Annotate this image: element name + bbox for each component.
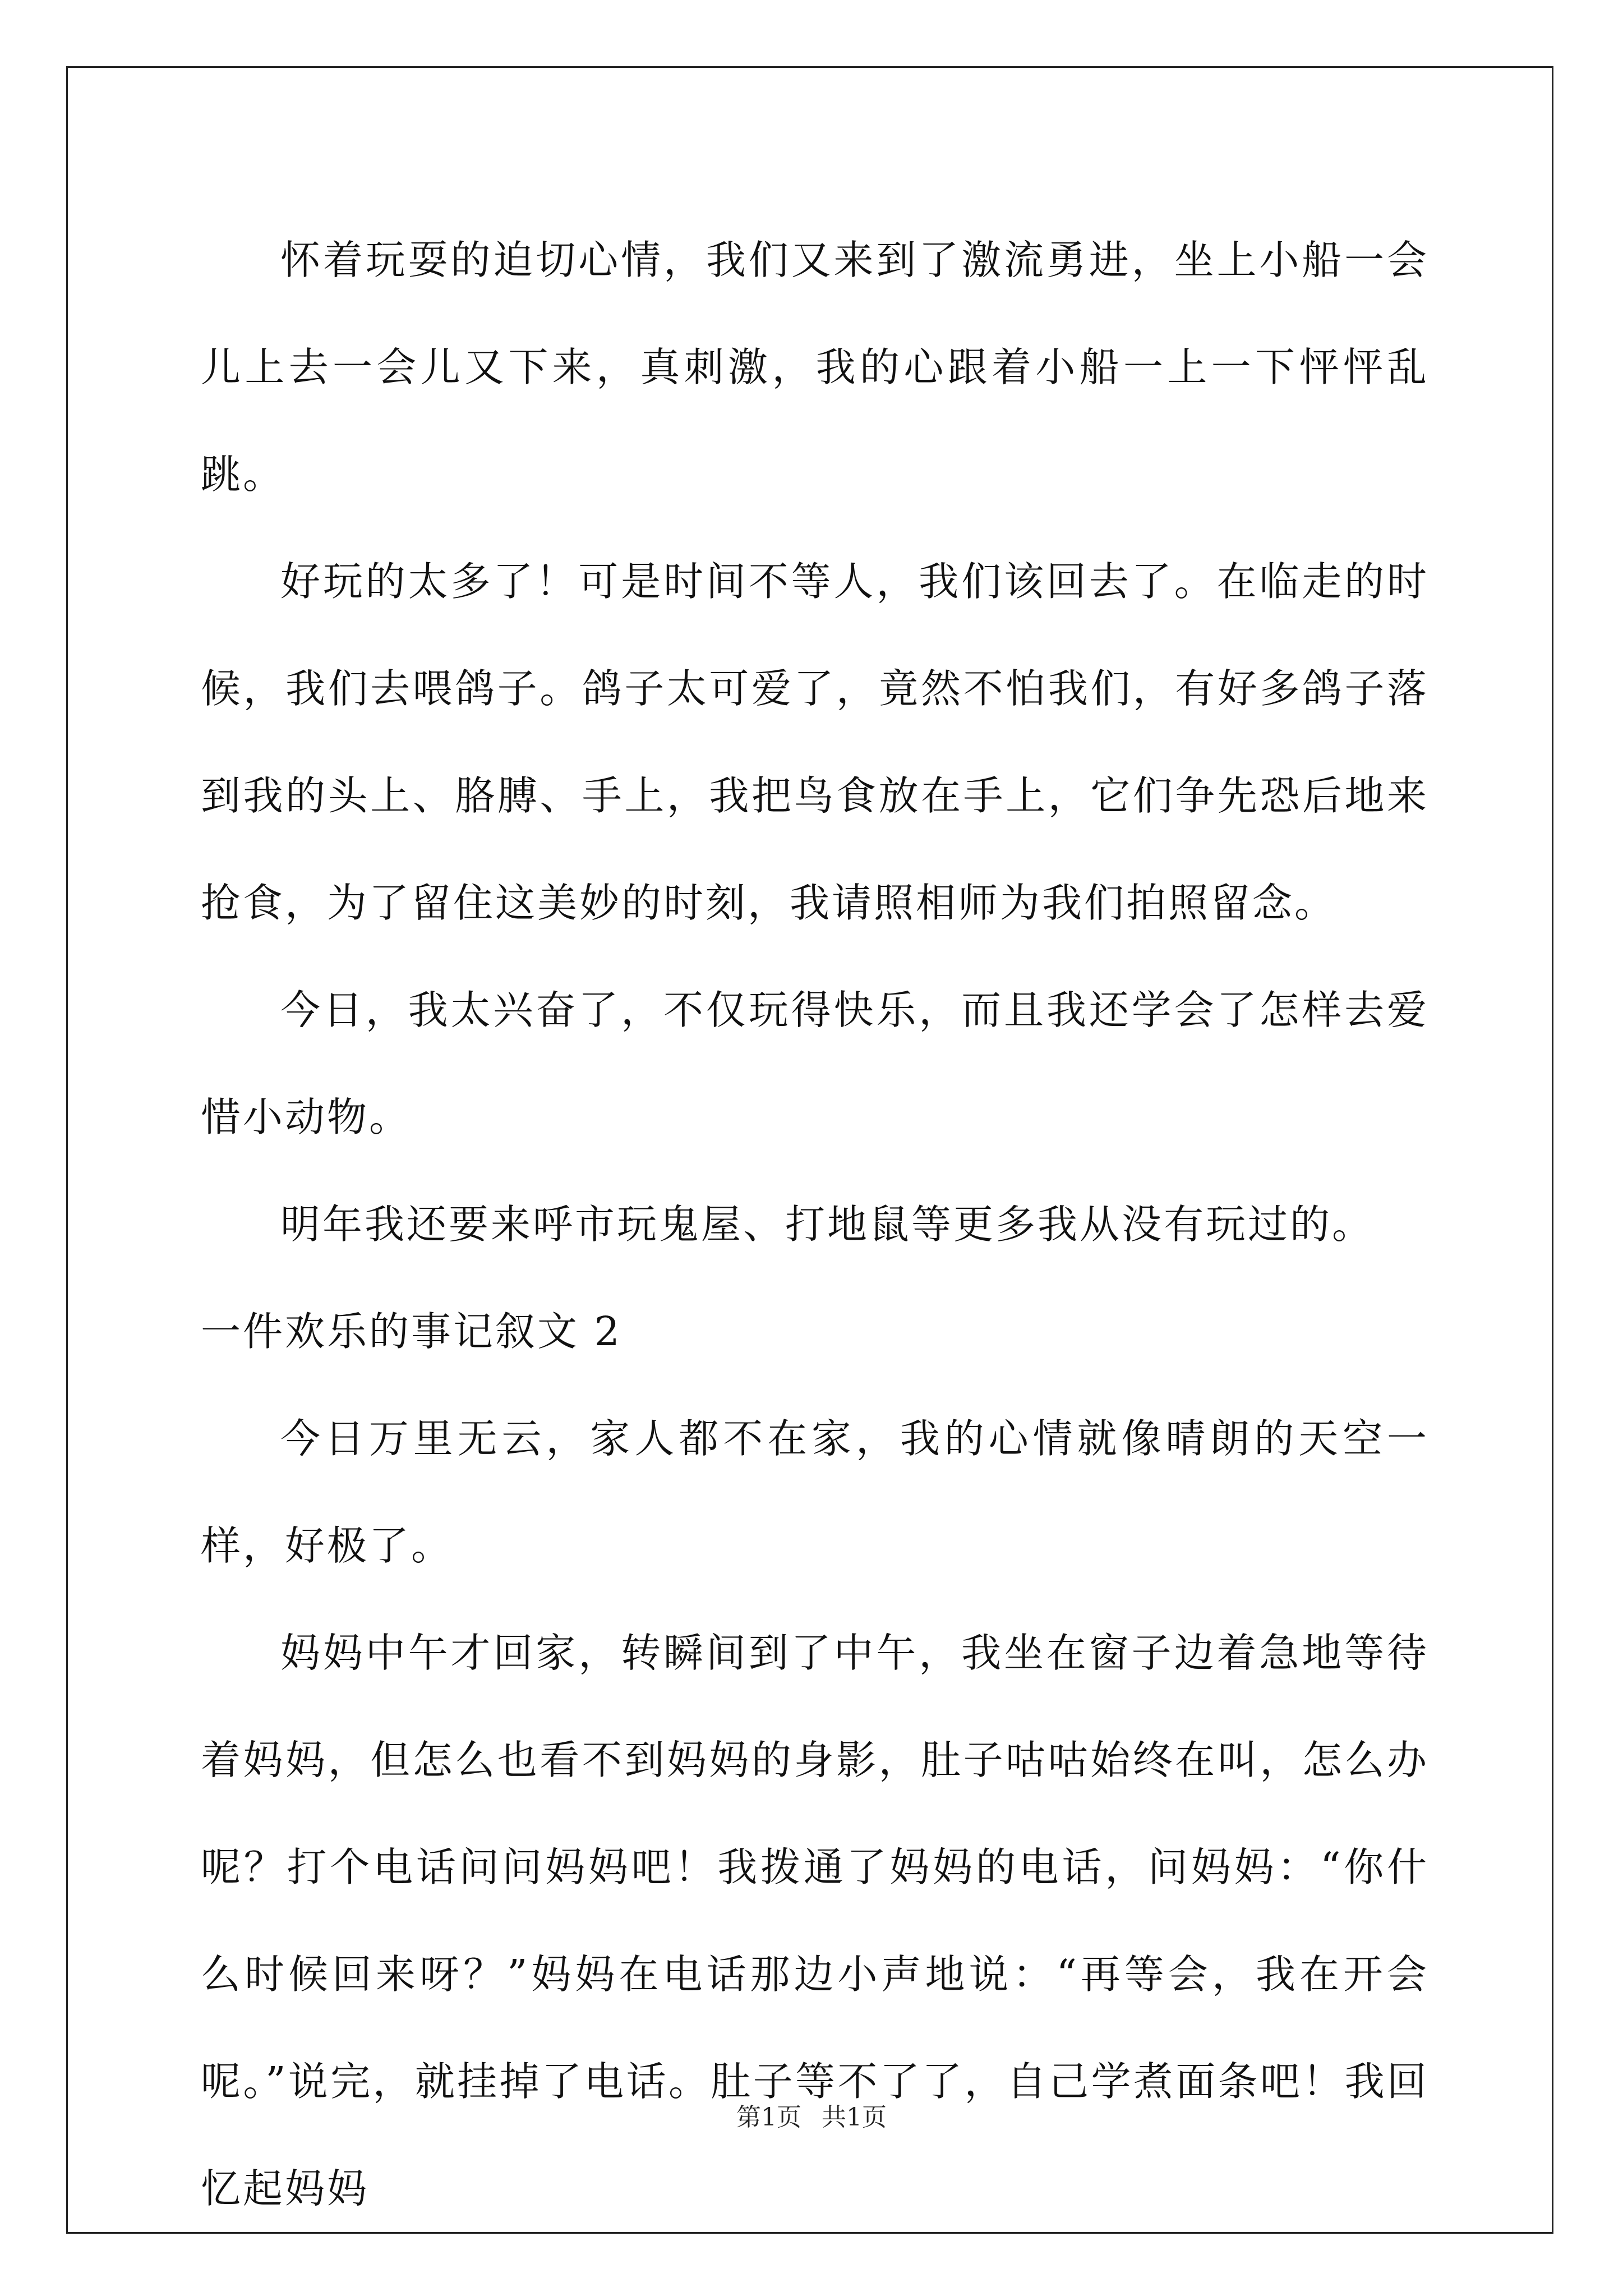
section-heading: 一件欢乐的事记叙文 2	[201, 1308, 622, 1355]
page-footer	[0, 2101, 1623, 2134]
paragraph: 好玩的太多了！可是时间不等人，我们该回去了。在临走的时候，我们去喂鸽子。鸽子太可爱了，竟然不怕我们，有好多鸽子落到我的头上、胳膊、手上，我把鸟食放在手上，它们争先恐后地来抢食，为了留住这美妙的时刻，我请照相师为我们拍照留念。	[201, 558, 1429, 926]
paragraph: 今日，我太兴奋了，不仅玩得快乐，而且我还学会了怎样去爱惜小动物。	[201, 987, 1429, 1140]
page-total: 共1页	[822, 2103, 887, 2132]
document-body	[201, 206, 1429, 2242]
page-number: 第1页	[736, 2103, 801, 2132]
paragraph: 明年我还要来呼市玩鬼屋、打地鼠等更多我从没有玩过的。	[280, 1201, 1375, 1248]
paragraph: 今日万里无云，家人都不在家，我的心情就像晴朗的天空一样，好极了。	[201, 1415, 1429, 1569]
paragraph: 怀着玩耍的迫切心情，我们又来到了激流勇进，坐上小船一会儿上去一会儿又下来，真刺激，我的心跟着小船一上一下怦怦乱跳。	[201, 237, 1429, 498]
paragraph: 妈妈中午才回家，转瞬间到了中午，我坐在窗子边着急地等待着妈妈，但怎么也看不到妈妈的身影，肚子咕咕始终在叫，怎么办呢？打个电话问问妈妈吧！我拨通了妈妈的电话，问妈妈：“你什么时候回来呀？”妈妈在电话那边小声地说：“再等会，我在开会呢。”说完，就挂掉了电话。肚子等不了了，自己学煮面条吧！我回忆起妈妈	[201, 1630, 1429, 2212]
